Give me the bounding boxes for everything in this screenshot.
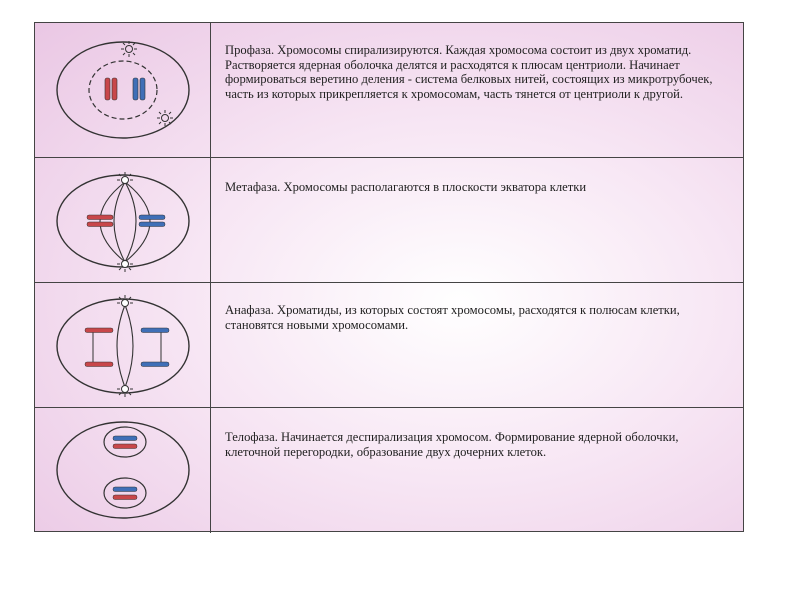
daughter-nucleus-bottom	[104, 478, 146, 508]
chromosome-red-chromatid	[112, 78, 117, 100]
anaphase-diagram	[35, 283, 211, 408]
cell-membrane	[57, 299, 189, 393]
cell-membrane	[57, 175, 189, 267]
anaphase-illustration	[35, 283, 211, 407]
chromosome-blue-chromatid	[133, 78, 138, 100]
chromosome-red-chromatid	[87, 215, 113, 220]
chromatid-red-left	[93, 331, 101, 363]
chromatid-blue-right	[153, 331, 161, 363]
chromosome-red-chromatid	[85, 328, 113, 333]
nuclear-envelope-dissolving	[89, 61, 157, 119]
chromosome-blue-chromatid	[141, 362, 169, 367]
telophase-illustration	[35, 408, 211, 533]
chromosome-red-chromatid	[87, 222, 113, 227]
spindle-fibers	[117, 305, 133, 387]
centriole-icon	[117, 386, 133, 398]
anaphase-row	[35, 283, 743, 408]
telophase-diagram	[35, 408, 211, 533]
cell-membrane	[57, 42, 189, 138]
centriole-icon	[157, 110, 173, 126]
chromosome-blue-chromatid	[113, 487, 137, 492]
metaphase-diagram	[35, 158, 211, 283]
chromosome-blue-chromatid	[139, 215, 165, 220]
centriole-icon	[117, 172, 133, 184]
prophase-diagram	[35, 23, 211, 158]
prophase-description: Профаза. Хромосомы спирализируются. Каждая хромосома состоит из двух хроматид. Растворяется ядерная оболочка делятся и расходятся к плюсам центриоли. Начинает формироваться веретино деления - система белковых нитей, состоящих из микротрубочек, часть из которых прикрепляется к хромосомам, часть тянется от центриоли к другой.	[225, 43, 713, 101]
telophase-row	[35, 408, 743, 533]
chromosome-blue-chromatid	[140, 78, 145, 100]
prophase-row	[35, 23, 743, 158]
metaphase-illustration	[35, 158, 211, 282]
chromosome-red-chromatid	[113, 444, 137, 449]
daughter-nucleus-top	[104, 427, 146, 457]
telophase-description: Телофаза. Начинается деспирализация хромосом. Формирование ядерной оболочки, клеточной перегородки, образование двух дочерних клеток.	[225, 430, 679, 459]
chromosome-red-chromatid	[113, 495, 137, 500]
chromosome-red-chromatid	[85, 362, 113, 367]
centriole-icon	[121, 41, 137, 57]
prophase-illustration	[35, 23, 211, 157]
chromosome-red-chromatid	[105, 78, 110, 100]
anaphase-description: Анафаза. Хроматиды, из которых состоят хромосомы, расходятся к полюсам клетки, становятся новыми хромосомами.	[225, 303, 680, 332]
mitosis-phases-table	[34, 22, 744, 532]
chromosome-blue-chromatid	[141, 328, 169, 333]
chromosome-blue-chromatid	[139, 222, 165, 227]
metaphase-row	[35, 158, 743, 283]
chromosome-blue-chromatid	[113, 436, 137, 441]
centriole-icon	[117, 295, 133, 307]
metaphase-description: Метафаза. Хромосомы располагаются в плоскости экватора клетки	[225, 180, 587, 194]
